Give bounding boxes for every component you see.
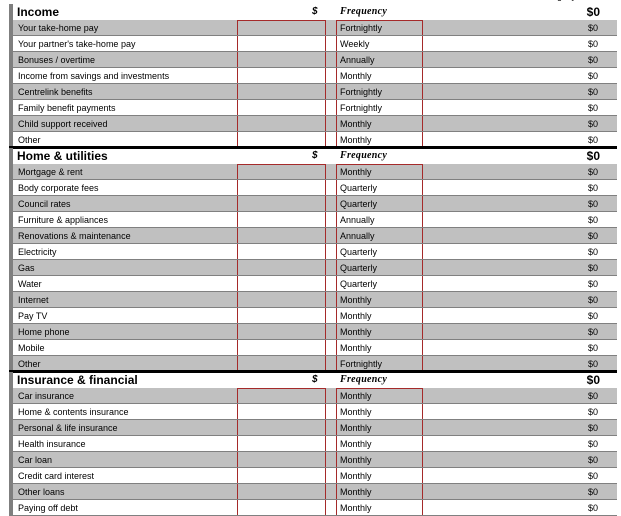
- amount-input[interactable]: [237, 388, 326, 404]
- frequency-select[interactable]: Monthly: [336, 340, 423, 356]
- row-edge: [9, 468, 13, 484]
- row-label: Your partner's take-home pay: [18, 39, 136, 49]
- amount-input[interactable]: [237, 420, 326, 436]
- row-total: $0: [587, 183, 598, 193]
- frequency-select[interactable]: Monthly: [336, 420, 423, 436]
- frequency-select[interactable]: Annually: [336, 212, 423, 228]
- row-edge: [9, 500, 13, 516]
- row-edge: [9, 420, 13, 436]
- row-label: Furniture & appliances: [18, 215, 109, 225]
- amount-input[interactable]: [237, 52, 326, 68]
- row-total: $0: [587, 455, 598, 465]
- table-row: [0, 452, 621, 468]
- row-total: $0: [587, 23, 598, 33]
- row-total: $0: [587, 471, 598, 481]
- row-label: Centrelink benefits: [18, 87, 93, 97]
- frequency-select[interactable]: Monthly: [336, 484, 423, 500]
- row-total: $0: [587, 39, 598, 49]
- row-edge: [9, 212, 13, 228]
- frequency-select[interactable]: Monthly: [336, 468, 423, 484]
- row-total: $0: [587, 311, 598, 321]
- row-label: Internet: [18, 295, 49, 305]
- row-edge: [9, 84, 13, 100]
- amount-input[interactable]: [237, 244, 326, 260]
- frequency-select[interactable]: Monthly: [336, 132, 423, 148]
- amount-input[interactable]: [237, 260, 326, 276]
- amount-input[interactable]: [237, 340, 326, 356]
- table-row: [0, 308, 621, 324]
- row-edge: [9, 404, 13, 420]
- amount-column-top-border: [237, 164, 326, 165]
- row-edge: [9, 244, 13, 260]
- frequency-select[interactable]: Monthly: [336, 404, 423, 420]
- row-total: $0: [587, 135, 598, 145]
- amount-input[interactable]: [237, 116, 326, 132]
- row-edge: [9, 452, 13, 468]
- amount-input[interactable]: [237, 404, 326, 420]
- row-edge: [9, 52, 13, 68]
- frequency-column-header: Frequency: [340, 6, 388, 17]
- amount-input[interactable]: [237, 500, 326, 516]
- row-label: Gas: [18, 263, 35, 273]
- amount-input[interactable]: [237, 20, 326, 36]
- row-edge: [9, 260, 13, 276]
- frequency-column-header: Frequency: [340, 150, 388, 161]
- section-title: Income: [17, 5, 60, 19]
- row-label: Home phone: [18, 327, 70, 337]
- row-edge: [9, 436, 13, 452]
- row-edge: [9, 228, 13, 244]
- frequency-select[interactable]: Quarterly: [336, 196, 423, 212]
- frequency-select[interactable]: Quarterly: [336, 244, 423, 260]
- frequency-select[interactable]: Fortnightly: [336, 84, 423, 100]
- section-header-home-utilities: [0, 148, 621, 164]
- amount-input[interactable]: [237, 276, 326, 292]
- frequency-select[interactable]: Fortnightly: [336, 356, 423, 372]
- dollar-column-header: $: [312, 6, 318, 17]
- row-total: $0: [587, 119, 598, 129]
- row-edge: [9, 196, 13, 212]
- row-total: $0: [587, 391, 598, 401]
- frequency-select[interactable]: Annually: [336, 228, 423, 244]
- row-label: Income from savings and investments: [18, 71, 170, 81]
- row-label: Paying off debt: [18, 503, 78, 513]
- row-label: Pay TV: [18, 311, 48, 321]
- frequency-select[interactable]: Monthly: [336, 436, 423, 452]
- amount-input[interactable]: [237, 36, 326, 52]
- table-row: [0, 180, 621, 196]
- row-edge: [9, 148, 13, 164]
- row-edge: [9, 116, 13, 132]
- frequency-select[interactable]: Quarterly: [336, 180, 423, 196]
- row-total: $0: [587, 327, 598, 337]
- amount-column-top-border: [237, 20, 326, 21]
- row-total: $0: [587, 487, 598, 497]
- row-edge: [9, 36, 13, 52]
- row-edge: [9, 484, 13, 500]
- row-total: $0: [587, 279, 598, 289]
- amount-input[interactable]: [237, 180, 326, 196]
- row-label: Other loans: [18, 487, 65, 497]
- table-row: [0, 388, 621, 404]
- row-total: $0: [587, 215, 598, 225]
- row-edge: [9, 388, 13, 404]
- section-header-income: [0, 4, 621, 20]
- row-total: $0: [587, 231, 598, 241]
- section-title: Insurance & financial: [17, 373, 138, 387]
- frequency-column-header: Frequency: [340, 374, 388, 385]
- table-row: [0, 196, 621, 212]
- table-row: [0, 404, 621, 420]
- row-label: Council rates: [18, 199, 71, 209]
- table-row: [0, 212, 621, 228]
- dollar-column-header: $: [312, 150, 318, 161]
- frequency-select[interactable]: Monthly: [336, 500, 423, 516]
- section-total: $0: [586, 5, 600, 19]
- amount-input[interactable]: [237, 292, 326, 308]
- section-total: $0: [586, 373, 600, 387]
- frequency-select[interactable]: Monthly: [336, 116, 423, 132]
- frequency-select[interactable]: Monthly: [336, 68, 423, 84]
- table-row: [0, 292, 621, 308]
- table-row: [0, 36, 621, 52]
- row-edge: [9, 4, 13, 20]
- frequency-column-top-border: [336, 164, 423, 165]
- row-edge: [9, 20, 13, 36]
- frequency-select[interactable]: Fortnightly: [336, 20, 423, 36]
- table-row: [0, 52, 621, 68]
- amount-input[interactable]: [237, 324, 326, 340]
- row-label: Your take-home pay: [18, 23, 99, 33]
- table-row: [0, 100, 621, 116]
- table-row: [0, 500, 621, 516]
- row-label: Credit card interest: [18, 471, 95, 481]
- section-title: Home & utilities: [17, 149, 108, 163]
- row-total: $0: [587, 103, 598, 113]
- row-total: $0: [587, 167, 598, 177]
- row-total: $0: [587, 263, 598, 273]
- row-label: Car loan: [18, 455, 53, 465]
- frequency-select[interactable]: Quarterly: [336, 276, 423, 292]
- row-edge: [9, 68, 13, 84]
- frequency-column-top-border: [336, 20, 423, 21]
- row-total: $0: [587, 407, 598, 417]
- row-total: $0: [587, 55, 598, 65]
- row-edge: [9, 180, 13, 196]
- table-row: [0, 116, 621, 132]
- cut-off-text: [474, 0, 484, 1]
- row-label: Family benefit payments: [18, 103, 116, 113]
- row-label: Mobile: [18, 343, 45, 353]
- row-total: $0: [587, 343, 598, 353]
- frequency-select[interactable]: Weekly: [336, 36, 423, 52]
- row-edge: [9, 308, 13, 324]
- table-row: [0, 276, 621, 292]
- row-total: $0: [587, 71, 598, 81]
- row-total: $0: [587, 295, 598, 305]
- row-total: $0: [587, 359, 598, 369]
- row-edge: [9, 164, 13, 180]
- amount-input[interactable]: [237, 68, 326, 84]
- amount-input[interactable]: [237, 468, 326, 484]
- amount-input[interactable]: [237, 484, 326, 500]
- row-edge: [9, 372, 13, 388]
- row-label: Personal & life insurance: [18, 423, 118, 433]
- row-label: Renovations & maintenance: [18, 231, 131, 241]
- frequency-select[interactable]: Monthly: [336, 164, 423, 180]
- row-label: Health insurance: [18, 439, 86, 449]
- frequency-column-top-border: [336, 388, 423, 389]
- table-row: [0, 340, 621, 356]
- amount-input[interactable]: [237, 228, 326, 244]
- row-edge: [9, 340, 13, 356]
- amount-input[interactable]: [237, 212, 326, 228]
- frequency-select[interactable]: Annually: [336, 52, 423, 68]
- amount-input[interactable]: [237, 308, 326, 324]
- table-row: [0, 436, 621, 452]
- table-row: [0, 420, 621, 436]
- row-label: Body corporate fees: [18, 183, 99, 193]
- cut-off-frequency: [534, 0, 576, 1]
- table-row: [0, 324, 621, 340]
- amount-column-top-border: [237, 388, 326, 389]
- row-total: $0: [587, 503, 598, 513]
- row-total: $0: [587, 247, 598, 257]
- row-edge: [9, 100, 13, 116]
- row-label: Water: [18, 279, 42, 289]
- row-label: Electricity: [18, 247, 57, 257]
- amount-input[interactable]: [237, 100, 326, 116]
- table-row: [0, 84, 621, 100]
- row-label: Other: [18, 135, 41, 145]
- table-row: [0, 468, 621, 484]
- table-row: [0, 20, 621, 36]
- row-edge: [9, 276, 13, 292]
- row-edge: [9, 324, 13, 340]
- frequency-select[interactable]: Monthly: [336, 308, 423, 324]
- frequency-select[interactable]: Monthly: [336, 388, 423, 404]
- row-label: Child support received: [18, 119, 108, 129]
- frequency-select[interactable]: Monthly: [336, 452, 423, 468]
- table-row: [0, 68, 621, 84]
- table-row: [0, 228, 621, 244]
- table-row: [0, 244, 621, 260]
- row-label: Car insurance: [18, 391, 75, 401]
- frequency-select[interactable]: Monthly: [336, 324, 423, 340]
- frequency-select[interactable]: Monthly: [336, 292, 423, 308]
- amount-input[interactable]: [237, 436, 326, 452]
- amount-input[interactable]: [237, 84, 326, 100]
- row-label: Mortgage & rent: [18, 167, 83, 177]
- row-edge: [9, 292, 13, 308]
- row-total: $0: [587, 423, 598, 433]
- dollar-column-header: $: [312, 374, 318, 385]
- row-label: Home & contents insurance: [18, 407, 129, 417]
- frequency-select[interactable]: Quarterly: [336, 260, 423, 276]
- row-total: $0: [587, 199, 598, 209]
- frequency-select[interactable]: Fortnightly: [336, 100, 423, 116]
- row-total: $0: [587, 439, 598, 449]
- table-row: [0, 484, 621, 500]
- section-total: $0: [586, 149, 600, 163]
- row-label: Bonuses / overtime: [18, 55, 96, 65]
- row-total: $0: [587, 87, 598, 97]
- row-label: Other: [18, 359, 41, 369]
- table-row: [0, 260, 621, 276]
- amount-input[interactable]: [237, 164, 326, 180]
- amount-input[interactable]: [237, 452, 326, 468]
- amount-input[interactable]: [237, 196, 326, 212]
- table-row: [0, 164, 621, 180]
- section-header-insurance-financial: [0, 372, 621, 388]
